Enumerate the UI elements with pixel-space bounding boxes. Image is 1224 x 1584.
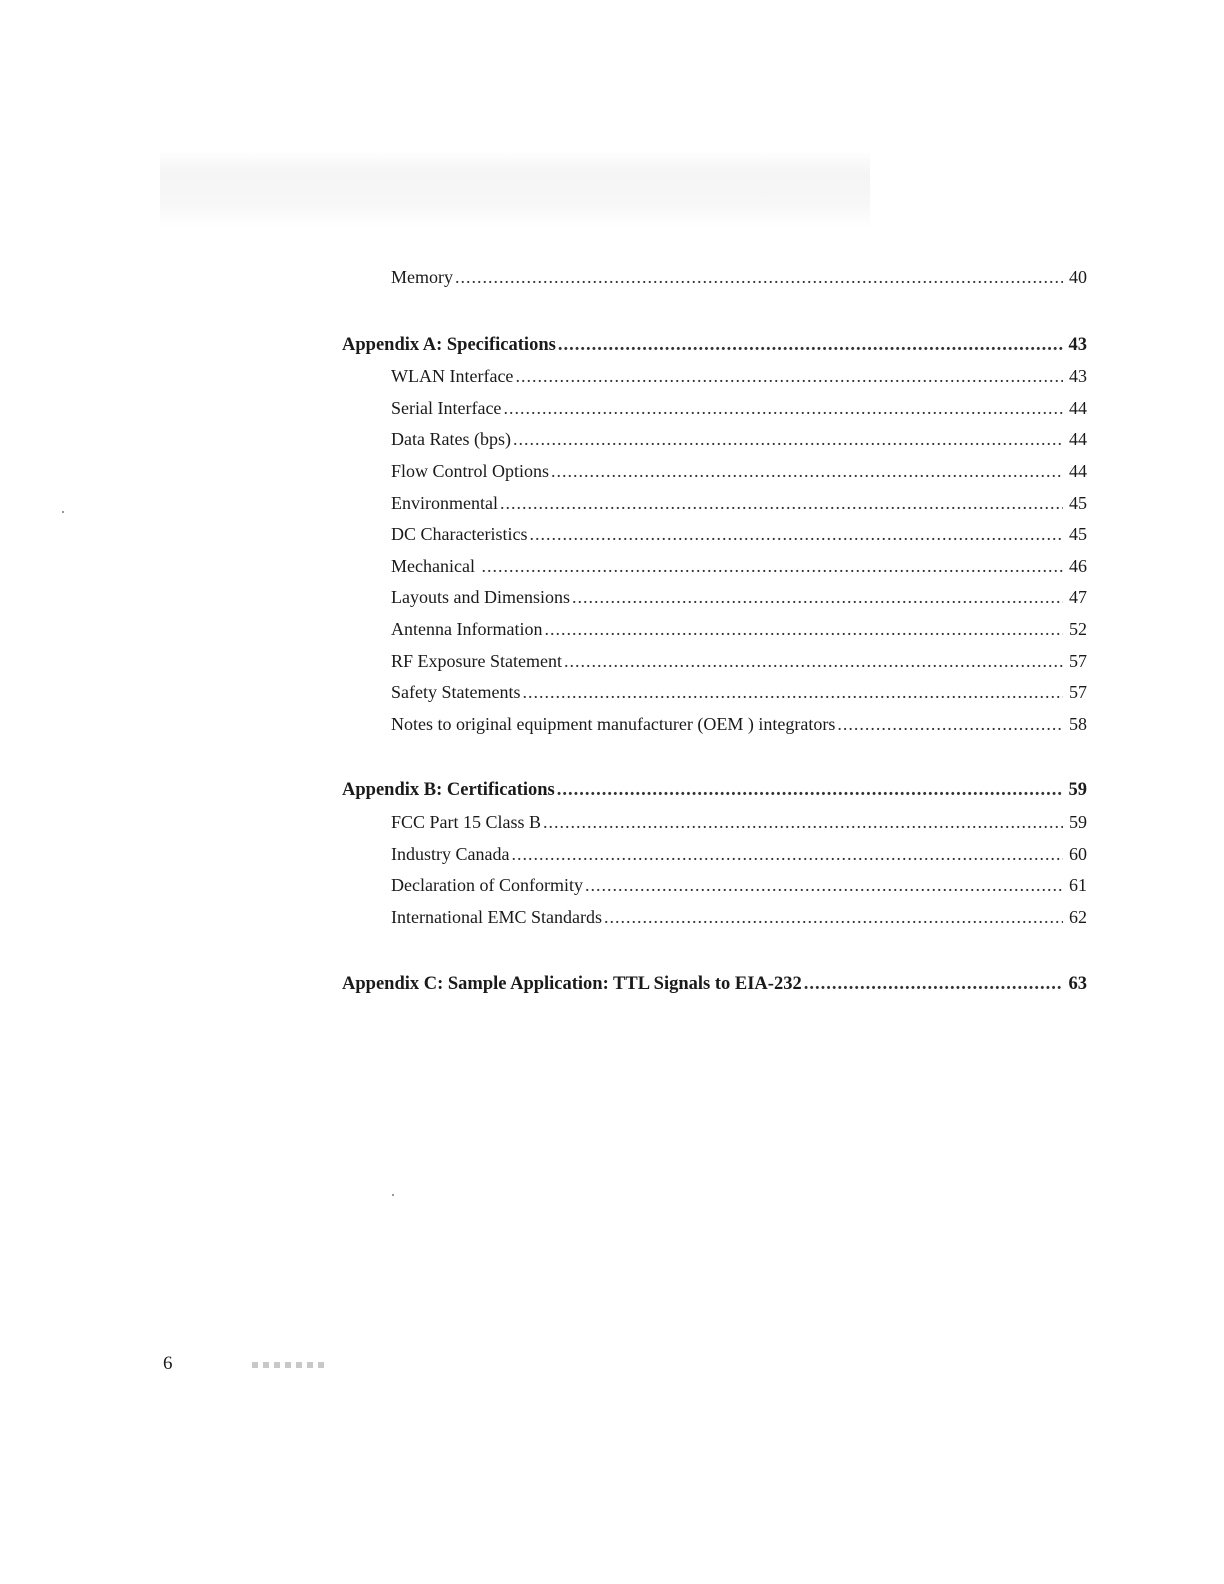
toc-entry-environmental (342, 488, 1087, 520)
dot-leader (522, 677, 1063, 709)
toc-entry-serial-interface (342, 393, 1087, 425)
footer-mark (296, 1362, 302, 1368)
toc-entry-page: 52 (1069, 618, 1087, 639)
toc-heading-label: Appendix B: Certifications (342, 780, 555, 801)
toc-heading-appendix-c (342, 969, 1087, 1001)
dot-leader (837, 709, 1063, 741)
toc-entry-fcc-part-15 (342, 807, 1087, 839)
dot-leader (564, 646, 1063, 678)
dot-leader (515, 361, 1063, 393)
toc-entry-label: International EMC Standards (391, 906, 602, 927)
toc-heading-label: Appendix A: Specifications (342, 334, 556, 355)
toc-entry-oem-integrators (342, 709, 1087, 741)
footer-mark (263, 1362, 269, 1368)
dot-leader (543, 807, 1063, 839)
dot-leader (455, 262, 1063, 294)
dot-leader (511, 839, 1063, 871)
toc-entry-label: DC Characteristics (391, 524, 528, 545)
toc-entry-label: Declaration of Conformity (391, 875, 583, 896)
toc-entry-label: Industry Canada (391, 843, 510, 864)
toc-entry-label: Safety Statements (391, 682, 521, 703)
toc-entry-flow-control-options (342, 456, 1087, 488)
toc-entry-data-rates (342, 424, 1087, 456)
footer-mark (285, 1362, 291, 1368)
toc-entry-page: 57 (1069, 650, 1087, 671)
dot-leader (551, 456, 1063, 488)
toc-heading-page: 59 (1068, 780, 1087, 801)
toc-entry-dc-characteristics (342, 519, 1087, 551)
toc-entry-page: 46 (1069, 555, 1087, 576)
toc-entry-label: FCC Part 15 Class B (391, 811, 542, 832)
toc-entry-label: RF Exposure Statement (391, 650, 562, 671)
dot-leader (503, 393, 1063, 425)
toc-entry-memory (342, 262, 1087, 294)
toc-entry-label: Layouts and Dimensions (391, 587, 570, 608)
toc-entry-page: 45 (1069, 492, 1087, 513)
toc-entry-page: 40 (1069, 267, 1087, 287)
footer-mark (307, 1362, 313, 1368)
toc-entry-page: 45 (1069, 524, 1087, 545)
toc-entry-antenna-information (342, 614, 1087, 646)
toc-entry-safety-statements (342, 677, 1087, 709)
toc-entry-label: Mechanical (391, 555, 480, 576)
dot-leader (585, 870, 1063, 902)
dot-leader (557, 775, 1063, 807)
toc-entry-industry-canada (342, 839, 1087, 871)
dot-leader (513, 424, 1063, 456)
dot-leader (529, 519, 1063, 551)
toc-entry-label: WLAN Interface (391, 366, 514, 387)
toc-entry-label: Data Rates (bps) (391, 429, 511, 450)
dot-leader (572, 582, 1063, 614)
dot-leader (558, 330, 1063, 362)
toc-entry-layouts-and-dimensions (342, 582, 1087, 614)
toc-entry-label: Serial Interface (391, 397, 502, 418)
toc-heading-appendix-a (342, 330, 1087, 362)
scan-artifact (160, 150, 870, 228)
toc-entry-wlan-interface (342, 361, 1087, 393)
toc-entry-label: Memory (391, 267, 453, 287)
dot-leader (500, 488, 1063, 520)
toc-entry-page: 58 (1069, 713, 1087, 734)
toc-entry-page: 47 (1069, 587, 1087, 608)
toc-entry-label: Flow Control Options (391, 460, 550, 481)
toc-entry-label: Antenna Information (391, 618, 543, 639)
toc-entry-page: 57 (1069, 682, 1087, 703)
toc-entry-mechanical (342, 551, 1087, 583)
scan-speck (392, 1194, 394, 1196)
footer-decorative-marks (252, 1362, 324, 1368)
toc-entry-international-emc-standards (342, 902, 1087, 934)
footer-mark (318, 1362, 324, 1368)
toc-entry-page: 44 (1069, 397, 1087, 418)
toc-entry-page: 59 (1069, 811, 1087, 832)
toc-heading-label: Appendix C: Sample Application: TTL Signals to EIA-232 (342, 974, 802, 995)
dot-leader (544, 614, 1063, 646)
dot-leader (804, 969, 1063, 1001)
table-of-contents (342, 262, 1087, 1001)
toc-entry-page: 44 (1069, 460, 1087, 481)
toc-entry-page: 61 (1069, 875, 1087, 896)
toc-heading-page: 63 (1068, 974, 1087, 995)
toc-heading-page: 43 (1068, 334, 1087, 355)
toc-entry-page: 43 (1069, 366, 1087, 387)
scan-speck (62, 511, 64, 513)
page-number: 6 (163, 1353, 173, 1374)
footer-mark (252, 1362, 258, 1368)
footer-mark (274, 1362, 280, 1368)
toc-entry-page: 44 (1069, 429, 1087, 450)
toc-entry-label: Notes to original equipment manufacturer (OEM ) integrators (391, 713, 836, 734)
dot-leader (481, 551, 1063, 583)
toc-entry-page: 60 (1069, 843, 1087, 864)
toc-entry-rf-exposure-statement (342, 646, 1087, 678)
dot-leader (604, 902, 1063, 934)
toc-entry-label: Environmental (391, 492, 498, 513)
toc-entry-declaration-of-conformity (342, 870, 1087, 902)
toc-heading-appendix-b (342, 775, 1087, 807)
toc-entry-page: 62 (1069, 906, 1087, 927)
